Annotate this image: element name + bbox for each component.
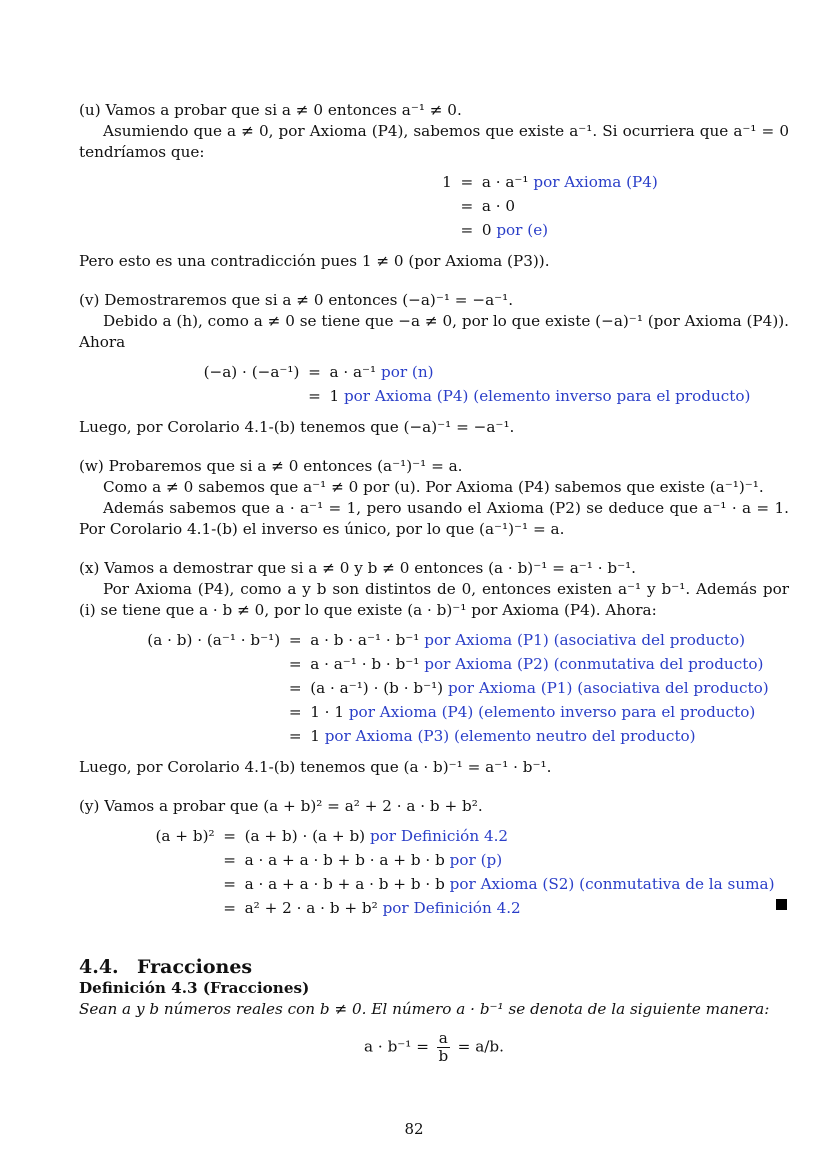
item-w-text-2: Además sabemos que a · a⁻¹ = 1, pero usando el Axioma (P2) se deduce que a⁻¹ · a = 1. Por Corolario 4.1-(b) el inverso es único, por lo que (a⁻¹)⁻¹ = a. [79, 499, 789, 538]
eq-lhs [127, 702, 280, 723]
fraction-numerator: a [438, 1029, 448, 1047]
eq-note: por Axioma (P4) (elemento inverso para el producto) [348, 703, 756, 721]
item-x-conclusion: Luego, por Corolario 4.1-(b) tenemos que (a · b)⁻¹ = a⁻¹ · b⁻¹. [79, 758, 552, 776]
page-number: 82 [404, 1120, 424, 1138]
eq-op: = [288, 631, 302, 649]
eq-op: = [223, 899, 236, 917]
eq-note: por Axioma (S2) (conmutativa de la suma) [449, 875, 775, 893]
eq-op: = [308, 363, 321, 381]
eq-note: por (n) [380, 363, 434, 381]
item-x-statement: (x) Vamos a demostrar que si a ≠ 0 y b ≠ 0 entonces (a · b)⁻¹ = a⁻¹ · b⁻¹. [79, 559, 637, 577]
eq-expr: 1 · 1 [310, 703, 344, 721]
formula-left: a · b⁻¹ = [364, 1037, 429, 1056]
eq-op: = [223, 851, 236, 869]
eq-lhs: (−a) · (−a⁻¹) [203, 363, 300, 381]
equation-y [141, 826, 789, 919]
item-v-text: Debido a (h), como a ≠ 0 se tiene que −a ≠ 0, por lo que existe (−a)⁻¹ (por Axioma (P4)). Ahora [79, 312, 789, 351]
eq-op: = [460, 197, 474, 215]
eq-expr: a² + 2 · a · b + b² [244, 899, 378, 917]
definition-formula [79, 1030, 789, 1065]
eq-expr: 0 [481, 221, 492, 239]
eq-note: por Definición 4.2 [382, 899, 521, 917]
eq-note: por Definición 4.2 [369, 827, 509, 845]
item-u-conclusion: Pero esto es una contradicción pues 1 ≠ 0 (por Axioma (P3)). [79, 252, 550, 270]
eq-lhs [127, 678, 280, 699]
definition-heading: Definición 4.3 (Fracciones) [79, 979, 310, 997]
item-v-statement: (v) Demostraremos que si a ≠ 0 entonces (−a)⁻¹ = −a⁻¹. [79, 291, 514, 309]
eq-op: = [223, 875, 236, 893]
eq-note: por Axioma (P4) (elemento inverso para el producto) [343, 387, 751, 405]
eq-lhs: (a + b)² [155, 827, 215, 845]
eq-op: = [223, 827, 236, 845]
equation-v [165, 362, 789, 407]
eq-expr: a · a + a · b + b · a + b · b [244, 851, 445, 869]
eq-op: = [288, 703, 302, 721]
eq-note: por Axioma (P1) (asociativa del producto) [447, 679, 769, 697]
item-w-statement: (w) Probaremos que si a ≠ 0 entonces (a⁻¹)⁻¹ = a. [79, 457, 463, 475]
eq-op: = [460, 173, 474, 191]
item-x-text: Por Axioma (P4), como a y b son distintos de 0, entonces existen a⁻¹ y b⁻¹. Además por (i) se tiene que a · b ≠ 0, por lo que existe (a · b)⁻¹ por Axioma (P4). Ahora: [79, 580, 789, 619]
eq-expr: a · a⁻¹ [329, 363, 377, 381]
item-u-statement: (u) Vamos a probar que si a ≠ 0 entonces a⁻¹ ≠ 0. [79, 101, 462, 119]
section-title: Fracciones [137, 956, 253, 978]
eq-op: = [288, 727, 302, 745]
section-heading [79, 957, 789, 978]
eq-expr: a · a⁻¹ · b · b⁻¹ [310, 655, 420, 673]
item-y-statement: (y) Vamos a probar que (a + b)² = a² + 2 · a · b + b². [79, 797, 483, 815]
eq-lhs [141, 898, 215, 919]
eq-note: por (e) [496, 221, 549, 239]
section-number: 4.4. [79, 956, 119, 978]
eq-expr: (a · a⁻¹) · (b · b⁻¹) [310, 679, 444, 697]
eq-expr: a · a⁻¹ [481, 173, 529, 191]
eq-op: = [460, 221, 474, 239]
eq-expr: a · a + a · b + a · b + b · b [244, 875, 445, 893]
eq-note: por (p) [449, 851, 503, 869]
eq-lhs [311, 220, 452, 241]
eq-lhs: 1 [442, 173, 452, 191]
eq-op: = [288, 655, 302, 673]
qed-square-icon [776, 899, 787, 910]
page-body [79, 100, 789, 1065]
eq-note: por Axioma (P2) (conmutativa del producto) [424, 655, 764, 673]
item-u-text: Asumiendo que a ≠ 0, por Axioma (P4), sabemos que existe a⁻¹. Si ocurriera que a⁻¹ = 0 tendríamos que: [79, 122, 789, 161]
fraction-denominator: b [438, 1047, 449, 1065]
equation-u [311, 172, 789, 241]
eq-lhs [127, 726, 280, 747]
eq-lhs: (a · b) · (a⁻¹ · b⁻¹) [147, 631, 281, 649]
eq-lhs [165, 386, 299, 407]
eq-lhs [141, 874, 215, 895]
equation-x [127, 630, 789, 747]
definition-text: Sean a y b números reales con b ≠ 0. El número a · b⁻¹ se denota de la siguiente manera: [79, 1000, 770, 1018]
eq-note: por Axioma (P4) [533, 173, 658, 191]
eq-lhs [127, 654, 280, 675]
item-w-text: Como a ≠ 0 sabemos que a⁻¹ ≠ 0 por (u). Por Axioma (P4) sabemos que existe (a⁻¹)⁻¹. [103, 478, 764, 496]
formula-right: = a/b. [457, 1037, 504, 1056]
fraction [437, 1030, 450, 1065]
eq-expr: a · 0 [481, 197, 516, 215]
eq-expr: a · b · a⁻¹ · b⁻¹ [310, 631, 420, 649]
eq-lhs [311, 196, 452, 217]
eq-op: = [308, 387, 321, 405]
eq-expr: 1 [310, 727, 320, 745]
eq-note: por Axioma (P3) (elemento neutro del producto) [324, 727, 696, 745]
eq-expr: (a + b) · (a + b) [244, 827, 366, 845]
eq-op: = [288, 679, 302, 697]
eq-note: por Axioma (P1) (asociativa del producto) [424, 631, 746, 649]
eq-lhs [141, 850, 215, 871]
eq-expr: 1 [329, 387, 340, 405]
item-v-conclusion: Luego, por Corolario 4.1-(b) tenemos que (−a)⁻¹ = −a⁻¹. [79, 418, 515, 436]
